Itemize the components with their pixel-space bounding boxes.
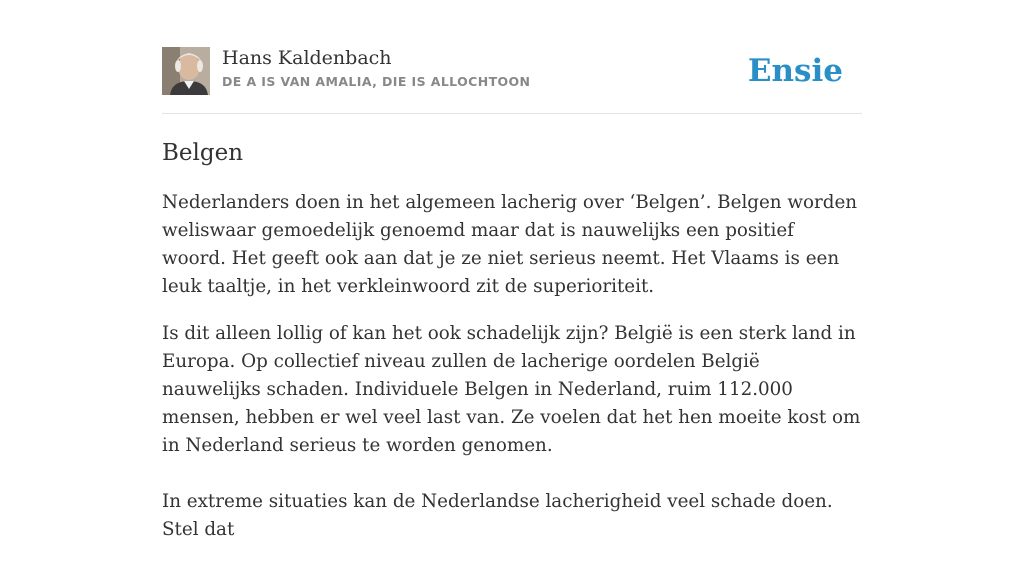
author-portrait-icon [162,47,210,95]
ensie-logo[interactable]: Ensie [747,53,843,89]
article-title: Belgen [162,140,244,166]
article-body [162,189,862,563]
article-paragraph: Is dit alleen lollig of kan het ook schadelijk zijn? België is een sterk land in Europa. Op collectief niveau zullen de lacherige oordelen België nauwelijks schaden. Individuele Belgen in Nederland, ruim 112.000 mensen, hebben er wel veel last van. Ze voelen dat het hen moeite kost om in Nederland serieus te worden genomen. [162,323,861,456]
author-name[interactable]: Hans Kaldenbach [222,47,392,69]
article-page [162,0,862,540]
article-paragraph: In extreme situaties kan de Nederlandse lacherigheid veel schade doen. Stel dat [162,491,833,540]
article-paragraph: Nederlanders doen in het algemeen lacherig over ‘Belgen’. Belgen worden weliswaar gemoedelijk genoemd maar dat is nauwelijks een positief woord. Het geeft ook aan dat je ze niet serieus neemt. Het Vlaams is een leuk taaltje, in het verkleinwoord zit de superioriteit. [162,192,858,297]
author-avatar[interactable] [162,47,210,95]
author-tagline: DE A IS VAN AMALIA, DIE IS ALLOCHTOON [222,74,531,89]
article-header [162,46,862,96]
header-divider [162,113,862,114]
